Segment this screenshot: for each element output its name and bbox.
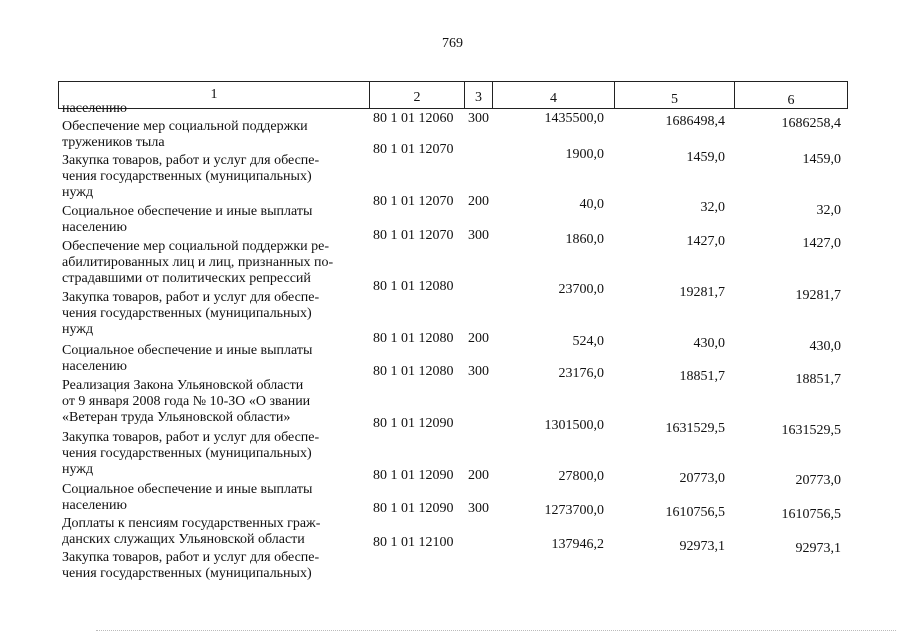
header-col-5: 5 bbox=[614, 82, 734, 108]
value-col-5: 1610756,5 bbox=[665, 505, 725, 520]
description-line: Социальное обеспечение и иные выплаты bbox=[62, 204, 313, 219]
description-line: чения государственных (муниципальных) bbox=[62, 566, 312, 581]
description-line: населению bbox=[62, 220, 127, 235]
value-col-5: 1459,0 bbox=[686, 150, 725, 165]
value-col-5: 430,0 bbox=[693, 336, 725, 351]
description-line: населению bbox=[62, 359, 127, 374]
row-description bbox=[62, 239, 360, 287]
value-col-4: 23176,0 bbox=[558, 366, 604, 381]
budget-code: 80 1 01 12070 bbox=[373, 194, 454, 209]
expense-type: 200 bbox=[468, 331, 489, 346]
description-line: тружеников тыла bbox=[62, 135, 165, 150]
row-description bbox=[62, 516, 360, 548]
description-line: абилитированных лиц и лиц, признанных по- bbox=[62, 255, 334, 270]
description-line: Закупка товаров, работ и услуг для обеспе- bbox=[62, 290, 320, 305]
value-col-4: 1273700,0 bbox=[544, 503, 604, 518]
row-description bbox=[62, 343, 360, 375]
expense-type: 200 bbox=[468, 194, 489, 209]
value-col-5: 1686498,4 bbox=[665, 114, 725, 129]
description-line: Доплаты к пенсиям государственных граж- bbox=[62, 516, 321, 531]
header-col-3: 3 bbox=[464, 82, 492, 108]
description-line: Обеспечение мер социальной поддержки ре- bbox=[62, 239, 329, 254]
value-col-6: 430,0 bbox=[809, 339, 841, 354]
expense-type: 300 bbox=[468, 364, 489, 379]
value-col-4: 1435500,0 bbox=[544, 111, 604, 126]
value-col-6: 1686258,4 bbox=[781, 116, 841, 131]
value-col-4: 40,0 bbox=[579, 197, 604, 212]
description-line: чения государственных (муниципальных) bbox=[62, 446, 312, 461]
value-col-5: 19281,7 bbox=[679, 285, 725, 300]
value-col-6: 92973,1 bbox=[795, 541, 841, 556]
description-line: Закупка товаров, работ и услуг для обеспе- bbox=[62, 550, 320, 565]
value-col-4: 1900,0 bbox=[565, 147, 604, 162]
expense-type: 200 bbox=[468, 468, 489, 483]
expense-type: 300 bbox=[468, 501, 489, 516]
expense-type: 300 bbox=[468, 228, 489, 243]
budget-code: 80 1 01 12080 bbox=[373, 279, 454, 294]
value-col-5: 92973,1 bbox=[679, 539, 725, 554]
value-col-4: 1301500,0 bbox=[544, 418, 604, 433]
description-line: Закупка товаров, работ и услуг для обеспе- bbox=[62, 153, 320, 168]
value-col-4: 137946,2 bbox=[551, 537, 604, 552]
value-col-4: 524,0 bbox=[572, 334, 604, 349]
description-line: Реализация Закона Ульяновской области bbox=[62, 378, 304, 393]
description-line: Социальное обеспечение и иные выплаты bbox=[62, 482, 313, 497]
row-description bbox=[62, 204, 360, 236]
description-line: страдавшими от политических репрессий bbox=[62, 271, 311, 286]
description-line: «Ветеран труда Ульяновской области» bbox=[62, 410, 291, 425]
value-col-4: 27800,0 bbox=[558, 469, 604, 484]
value-col-5: 1631529,5 bbox=[665, 421, 725, 436]
value-col-4: 23700,0 bbox=[558, 282, 604, 297]
description-line: населению bbox=[62, 498, 127, 513]
value-col-5: 1427,0 bbox=[686, 234, 725, 249]
description-line: от 9 января 2008 года № 10-ЗО «О звании bbox=[62, 394, 311, 409]
budget-code: 80 1 01 12080 bbox=[373, 364, 454, 379]
value-col-6: 20773,0 bbox=[795, 473, 841, 488]
description-line: нужд bbox=[62, 322, 94, 337]
value-col-6: 1610756,5 bbox=[781, 507, 841, 522]
value-col-6: 1427,0 bbox=[802, 236, 841, 251]
header-col-1: 1 bbox=[210, 87, 218, 102]
value-col-6: 19281,7 bbox=[795, 288, 841, 303]
page-number: 769 bbox=[442, 36, 463, 51]
description-line: нужд bbox=[62, 462, 94, 477]
value-col-6: 1459,0 bbox=[802, 152, 841, 167]
row-description bbox=[62, 119, 360, 151]
description-line: нужд bbox=[62, 185, 94, 200]
row-description bbox=[62, 101, 360, 117]
description-line: данских служащих Ульяновской области bbox=[62, 532, 305, 547]
budget-code: 80 1 01 12100 bbox=[373, 535, 454, 550]
description-line: Закупка товаров, работ и услуг для обеспе- bbox=[62, 430, 320, 445]
header-col-6: 6 bbox=[734, 82, 847, 108]
value-col-6: 18851,7 bbox=[795, 372, 841, 387]
expense-type: 300 bbox=[468, 111, 489, 126]
budget-code: 80 1 01 12090 bbox=[373, 468, 454, 483]
value-col-4: 1860,0 bbox=[565, 232, 604, 247]
scan-artifact-line bbox=[96, 630, 896, 632]
budget-code: 80 1 01 12070 bbox=[373, 228, 454, 243]
description-line: Обеспечение мер социальной поддержки bbox=[62, 119, 308, 134]
header-col-4: 4 bbox=[492, 82, 614, 108]
description-line: чения государственных (муниципальных) bbox=[62, 306, 312, 321]
row-description bbox=[62, 482, 360, 514]
budget-code: 80 1 01 12080 bbox=[373, 331, 454, 346]
row-description bbox=[62, 290, 360, 338]
value-col-5: 32,0 bbox=[700, 200, 725, 215]
value-col-5: 18851,7 bbox=[679, 369, 725, 384]
budget-code: 80 1 01 12090 bbox=[373, 501, 454, 516]
description-line: Социальное обеспечение и иные выплаты bbox=[62, 343, 313, 358]
description-line: чения государственных (муниципальных) bbox=[62, 169, 312, 184]
value-col-5: 20773,0 bbox=[679, 471, 725, 486]
header-col-2: 2 bbox=[369, 82, 464, 108]
value-col-6: 1631529,5 bbox=[781, 423, 841, 438]
description-line: населению bbox=[62, 101, 127, 116]
value-col-6: 32,0 bbox=[816, 203, 841, 218]
row-description bbox=[62, 550, 360, 582]
row-description bbox=[62, 378, 360, 426]
row-description bbox=[62, 430, 360, 478]
budget-code: 80 1 01 12070 bbox=[373, 142, 454, 157]
budget-code: 80 1 01 12060 bbox=[373, 111, 454, 126]
budget-code: 80 1 01 12090 bbox=[373, 416, 454, 431]
row-description bbox=[62, 153, 360, 201]
